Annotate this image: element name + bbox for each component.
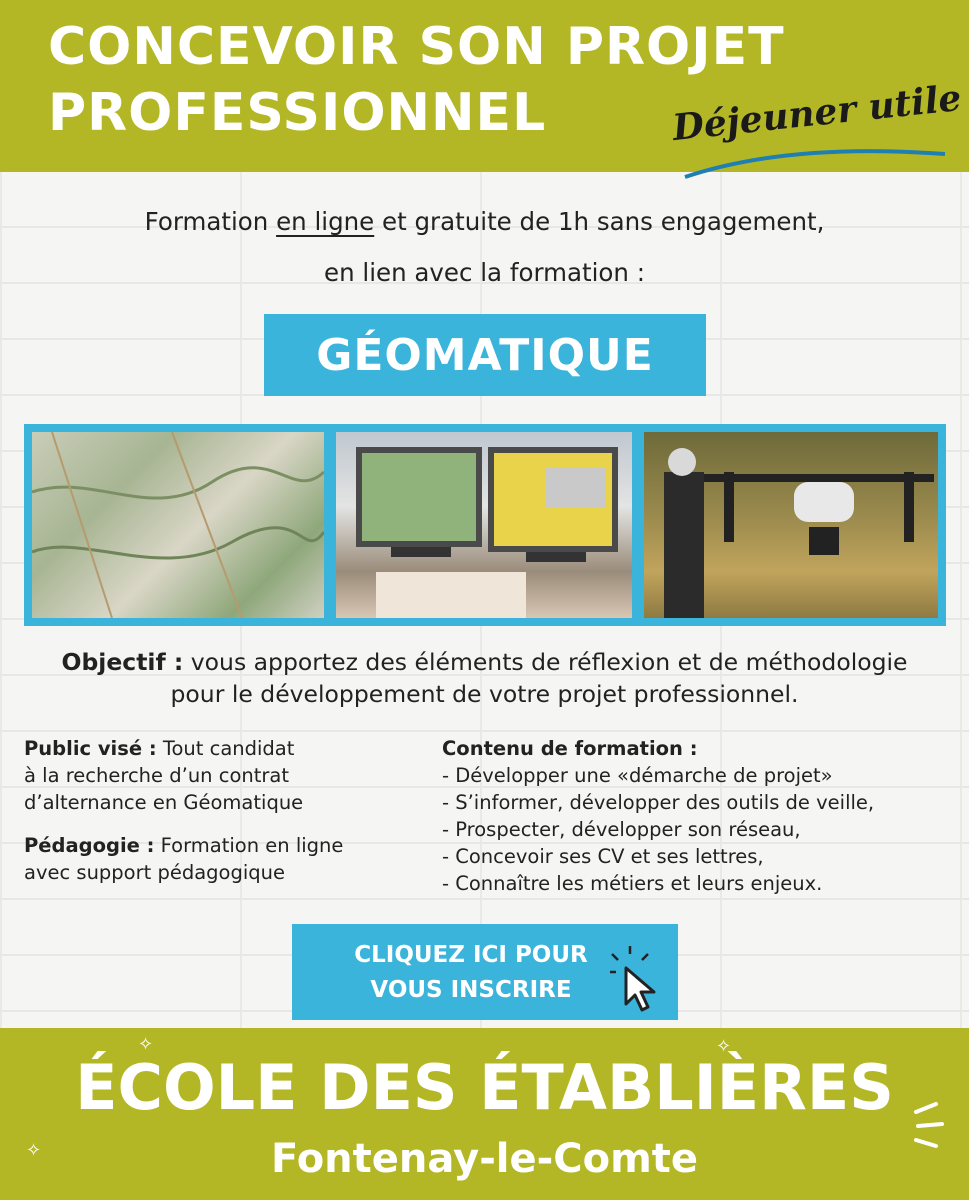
intro-line-1: Formation en ligne et gratuite de 1h sans engagement,: [144, 207, 825, 236]
content-item: - Développer une «démarche de projet»: [442, 764, 833, 787]
computer-screens-photo: [336, 432, 632, 618]
tagline: Déjeuner utile: [670, 76, 964, 150]
public-section: Public visé : Tout candidat à la recherche d’un contrat d’alternance en Géomatique: [24, 737, 304, 814]
field-title-box: GÉOMATIQUE: [264, 314, 706, 396]
cursor-click-icon: [610, 946, 670, 1014]
photo-strip: [24, 424, 946, 626]
pedagogy-section: Pédagogie : Formation en ligne avec support pédagogique: [24, 834, 344, 884]
register-button-label: CLIQUEZ ICI POUR VOUS INSCRIRE: [354, 942, 588, 1003]
objective-line-1: Objectif : vous apportez des éléments de réflexion et de méthodologie: [61, 648, 908, 676]
content-heading: Contenu de formation :: [442, 737, 698, 760]
online-link-text: en ligne: [276, 207, 375, 236]
title-line-1: CONCEVOIR SON PROJET: [48, 17, 785, 77]
map-photo: [32, 432, 324, 618]
content-item: - S’informer, développer des outils de veille,: [442, 791, 875, 814]
content-section: [442, 735, 962, 897]
swoosh-decoration: [680, 122, 950, 182]
city-name: Fontenay-le-Comte: [270, 1136, 699, 1182]
register-button[interactable]: [292, 924, 678, 1020]
intro-line-2: en lien avec la formation :: [324, 258, 645, 287]
content-item: - Prospecter, développer son réseau,: [442, 818, 801, 841]
header-band: [0, 0, 969, 172]
sparkle-icon: ✧: [138, 1034, 154, 1055]
objective-text: [0, 646, 969, 710]
drone-photo: [644, 432, 938, 618]
content-item: - Concevoir ses CV et ses lettres,: [442, 845, 764, 868]
content-item: - Connaître les métiers et leurs enjeux.: [442, 872, 823, 895]
left-column: [24, 735, 424, 902]
sparkle-icon: ✧: [26, 1140, 42, 1161]
burst-lines-icon: [906, 1100, 956, 1150]
title-line-2: PROFESSIONNEL: [48, 83, 547, 143]
school-name: ÉCOLE DES ÉTABLIÈRES: [75, 1051, 894, 1124]
intro-text: [0, 196, 969, 298]
objective-line-2: pour le développement de votre projet professionnel.: [170, 680, 799, 708]
sparkle-icon: ✧: [716, 1036, 732, 1057]
